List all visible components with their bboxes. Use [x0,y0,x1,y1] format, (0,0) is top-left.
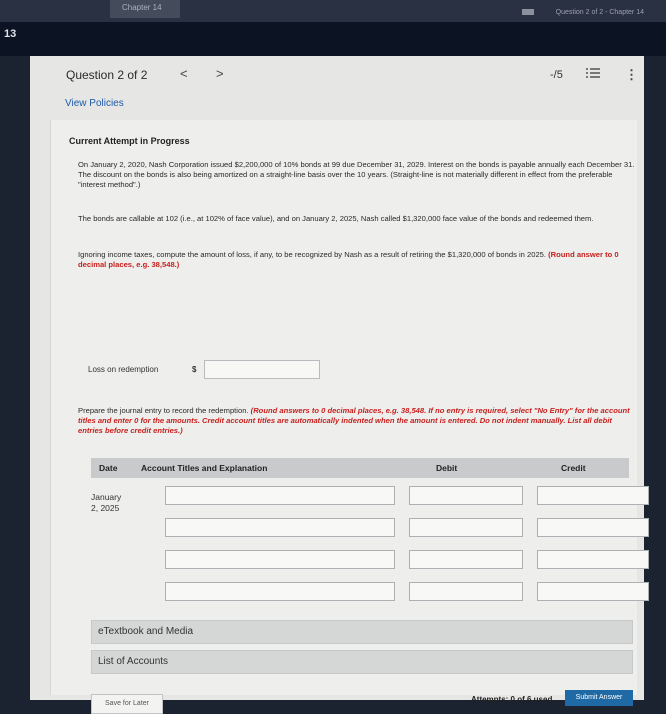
problem-paragraph-3-text: Ignoring income taxes, compute the amount of loss, if any, to be recognized by Nash as a result of retiring the $1,320,000 of bonds in 2025. [78,250,547,259]
course-navbar [0,22,666,56]
question-number: 13 [4,28,17,40]
more-options-icon[interactable]: ⋮ [625,67,638,82]
entry-date-month: January [91,492,122,502]
problem-paragraph-2: The bonds are callable at 102 (i.e., at 102% of face value), and on January 2, 2025, Nash called $1,320,000 face value of the bonds and redeemed them. [78,214,594,223]
problem-paragraph-3 [78,250,638,270]
browser-tab-label[interactable]: Chapter 14 [122,3,162,12]
problem-paragraph-1: On January 2, 2020, Nash Corporation issued $2,200,000 of 10% bonds at 99 due December 31, 2029. Interest on the bonds is payable annually each December 31. The discount on the bonds is also being amortized on a straight-line basis over the 10 years. (Straight-line is not materially different in effect from the preferable "interest method".) [78,160,635,189]
journal-instructions [78,406,638,436]
credit-input-1[interactable] [537,486,649,505]
question-title: Question 2 of 2 [66,68,148,82]
account-title-input-3[interactable] [165,550,395,569]
etextbook-media-label[interactable]: eTextbook and Media [98,626,194,637]
journal-prompt: Prepare the journal entry to record the redemption. [78,406,249,415]
credit-input-2[interactable] [537,518,649,537]
question-list-icon[interactable] [586,67,600,79]
journal-table-header [91,458,629,478]
etextbook-media-bar[interactable] [91,620,633,644]
entry-date-day: 2, 2025 [91,503,120,513]
rounding-instruction: (Round answer to 0 decimal places, e.g. 38,548.) [78,250,619,269]
list-of-accounts-label[interactable]: List of Accounts [98,656,169,667]
debit-input-4[interactable] [409,582,523,601]
question-panel [30,56,644,707]
debit-column-header: Debit [436,463,458,473]
score: -/5 [550,69,563,81]
loss-on-redemption-input[interactable] [204,360,320,379]
account-column-header: Account Titles and Explanation [141,463,268,473]
submit-answer-button[interactable]: Submit Answer [565,690,633,706]
save-for-later-button[interactable]: Save for Later [91,694,163,714]
account-title-input-1[interactable] [165,486,395,505]
debit-input-2[interactable] [409,518,523,537]
debit-input-3[interactable] [409,550,523,569]
credit-input-4[interactable] [537,582,649,601]
debit-input-1[interactable] [409,486,523,505]
question-card [50,120,637,707]
credit-column-header: Credit [561,463,586,473]
currency-symbol: $ [192,365,197,374]
credit-input-3[interactable] [537,550,649,569]
browser-tab-label-right[interactable]: Question 2 of 2 - Chapter 14 [555,9,644,16]
date-column-header: Date [99,463,118,473]
entry-date [91,492,121,514]
browser-tab-bar [0,0,666,22]
loss-on-redemption-label: Loss on redemption [88,365,159,374]
attempt-status: Current Attempt in Progress [69,136,190,146]
account-title-input-4[interactable] [165,582,395,601]
list-of-accounts-bar[interactable] [91,650,633,674]
attempts-counter: Attempts: 0 of 6 used [471,695,553,704]
account-title-input-2[interactable] [165,518,395,537]
view-policies-link[interactable]: View Policies [65,98,124,109]
journal-rounding-instruction: (Round answers to 0 decimal places, e.g. 38,548. If no entry is required, select "No Entry" for the account titles and enter 0 for the amounts. Credit account titles are automatically indented when the amount is entered. Do not indent manually. List all debit entries before credit entries.) [78,406,630,435]
previous-question-button[interactable]: < [180,66,188,81]
next-question-button[interactable]: > [216,66,224,81]
tab-icon [522,9,534,15]
